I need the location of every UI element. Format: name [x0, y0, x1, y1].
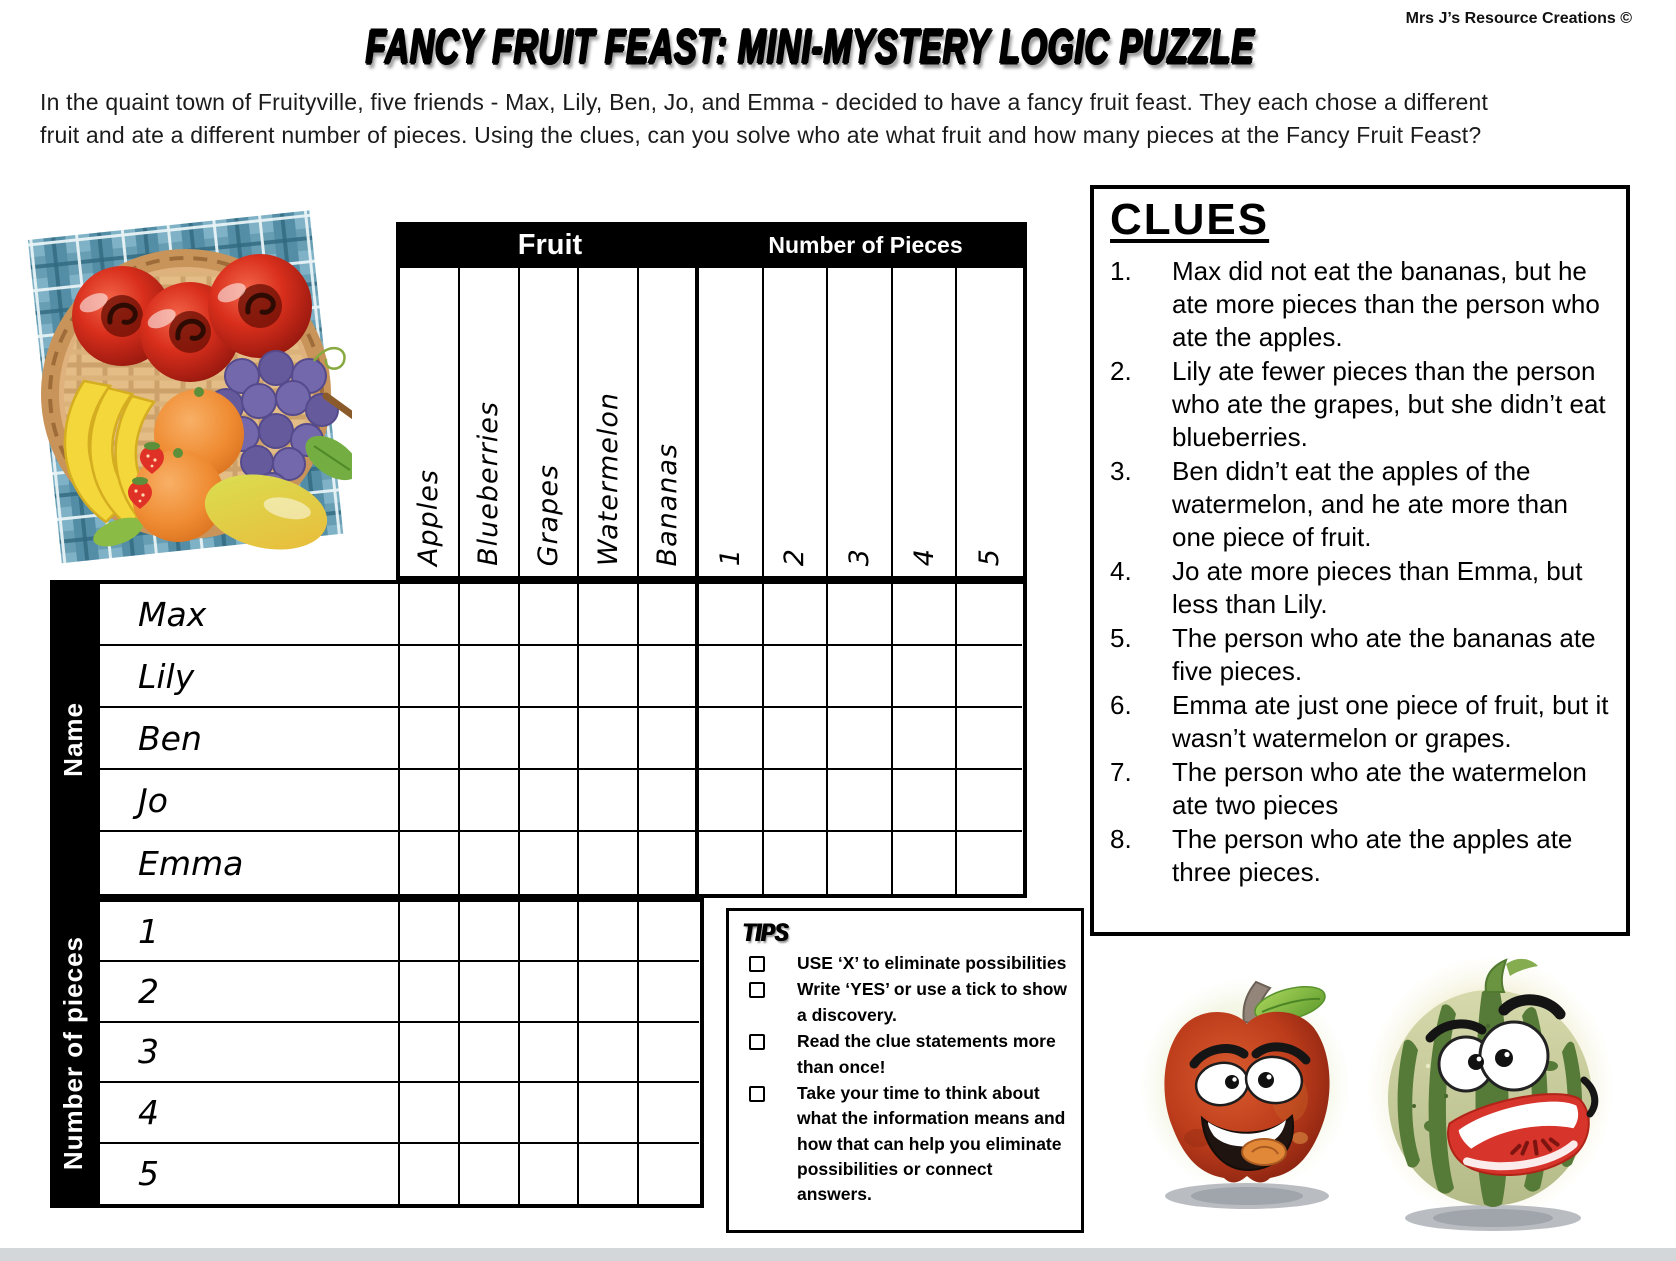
- grid-cell[interactable]: [400, 1144, 460, 1204]
- row-label-pieces-1-label: 1: [138, 911, 159, 951]
- clue-number: 5.: [1110, 623, 1132, 654]
- row-label-max: [100, 584, 400, 646]
- fruit-basket-illustration: [14, 196, 352, 578]
- grid-cell[interactable]: [520, 962, 580, 1022]
- grid-cell[interactable]: [579, 770, 639, 832]
- intro-paragraph: In the quaint town of Fruityville, five friends - Max, Lily, Ben, Jo, and Emma - decided to have a fancy fruit feast. They each chose a different fruit and ate a different number of pieces. Using the clues, can you solve who ate what fruit and how many pieces at the Fancy Fruit Feast?: [40, 89, 1489, 148]
- clues-list: [1110, 255, 1618, 889]
- grid-cell[interactable]: [460, 1144, 520, 1204]
- grid-cell[interactable]: [520, 708, 580, 770]
- grid-cell[interactable]: [893, 584, 958, 646]
- grid-cell[interactable]: [764, 584, 829, 646]
- clue-number: 2.: [1110, 356, 1132, 387]
- clue-text: The person who ate the apples ate three pieces.: [1172, 824, 1573, 888]
- grid-cell[interactable]: [828, 708, 893, 770]
- grid-cell[interactable]: [460, 1023, 520, 1083]
- grid-cell[interactable]: [699, 708, 764, 770]
- tip-item: [743, 951, 1071, 976]
- column-header-1-label: 1: [714, 547, 746, 566]
- grid-cell[interactable]: [957, 770, 1022, 832]
- attribution: Mrs J’s Resource Creations ©: [1405, 10, 1632, 27]
- row-label-jo-label: Jo: [138, 780, 168, 820]
- column-headers-row: [396, 268, 1027, 580]
- clue-item: [1110, 823, 1618, 889]
- grid-cell[interactable]: [460, 962, 520, 1022]
- column-header-4: [893, 268, 958, 576]
- grid-cell[interactable]: [957, 708, 1022, 770]
- page-bottom-edge: [0, 1248, 1676, 1261]
- grid-cell[interactable]: [893, 832, 958, 894]
- pieces-group-bar: [50, 898, 96, 1208]
- cartoon-watermelon-character-icon: [1368, 946, 1618, 1241]
- grid-cell[interactable]: [828, 832, 893, 894]
- grid-cell[interactable]: [764, 832, 829, 894]
- tips-box: [726, 908, 1084, 1233]
- grid-cell[interactable]: [460, 770, 520, 832]
- grid-cell[interactable]: [579, 1083, 639, 1143]
- grid-cell[interactable]: [579, 1023, 639, 1083]
- clues-title: CLUES: [1110, 195, 1270, 244]
- clue-text: The person who ate the watermelon ate two pieces: [1172, 757, 1587, 821]
- row-label-pieces-5: [100, 1144, 400, 1204]
- column-header-grapes: [520, 268, 580, 576]
- pieces-rows-grid: [96, 898, 704, 1208]
- clue-number: 7.: [1110, 757, 1132, 788]
- clue-item: [1110, 555, 1618, 621]
- grid-cell[interactable]: [400, 832, 460, 894]
- grid-cell[interactable]: [828, 770, 893, 832]
- tip-text: Write ‘YES’ or use a tick to show a discovery.: [797, 979, 1068, 1025]
- column-header-2-label: 2: [779, 547, 811, 566]
- row-label-emma-label: Emma: [138, 843, 244, 883]
- column-header-4-label: 4: [908, 547, 940, 566]
- row-label-pieces-5-label: 5: [138, 1154, 159, 1194]
- tip-item: [743, 977, 1071, 1028]
- clue-text: Max did not eat the bananas, but he ate more pieces than the person who ate the apples.: [1172, 256, 1600, 353]
- grid-cell[interactable]: [893, 708, 958, 770]
- column-header-1: [699, 268, 764, 576]
- clues-box: [1090, 185, 1630, 936]
- grid-cell[interactable]: [639, 902, 699, 962]
- column-header-5: [957, 268, 1022, 576]
- grid-cell[interactable]: [400, 708, 460, 770]
- grid-cell[interactable]: [639, 832, 699, 894]
- grid-cell[interactable]: [893, 646, 958, 708]
- pieces-group-header: [704, 222, 1027, 268]
- grid-cell[interactable]: [579, 962, 639, 1022]
- clue-item: [1110, 622, 1618, 688]
- grid-cell[interactable]: [460, 708, 520, 770]
- tips-list: [743, 951, 1071, 1208]
- grid-cell[interactable]: [520, 902, 580, 962]
- column-header-grapes-label: Grapes: [532, 463, 564, 566]
- grid-cell[interactable]: [400, 646, 460, 708]
- tip-text: Read the clue statements more than once!: [797, 1031, 1056, 1077]
- grid-cell[interactable]: [579, 902, 639, 962]
- checkbox-icon: [749, 1034, 765, 1050]
- row-label-ben: [100, 708, 400, 770]
- grid-cell[interactable]: [579, 1144, 639, 1204]
- clue-text: The person who ate the bananas ate five pieces.: [1172, 623, 1596, 687]
- grid-cell[interactable]: [520, 646, 580, 708]
- row-label-pieces-3: [100, 1023, 400, 1083]
- tip-item: [743, 1081, 1071, 1208]
- pieces-group-label: Number of pieces: [57, 935, 88, 1171]
- column-header-apples-label: Apples: [413, 469, 445, 566]
- row-label-max-label: Max: [138, 594, 207, 634]
- clue-number: 4.: [1110, 556, 1132, 587]
- checkbox-icon: [749, 956, 765, 972]
- column-header-watermelon: [579, 268, 639, 576]
- grid-cell[interactable]: [639, 1144, 699, 1204]
- grid-cell[interactable]: [400, 902, 460, 962]
- clue-text: Emma ate just one piece of fruit, but it wasn’t watermelon or grapes.: [1172, 690, 1609, 754]
- clue-number: 6.: [1110, 690, 1132, 721]
- pieces-group-header-label: Number of Pieces: [768, 231, 963, 258]
- clue-number: 1.: [1110, 256, 1132, 286]
- clue-text: Jo ate more pieces than Emma, but less than Lily.: [1172, 556, 1583, 620]
- grid-cell[interactable]: [400, 1023, 460, 1083]
- grid-cell[interactable]: [579, 584, 639, 646]
- row-label-emma: [100, 832, 400, 894]
- row-label-pieces-2-label: 2: [138, 972, 159, 1012]
- grid-cell[interactable]: [639, 770, 699, 832]
- row-label-lily: [100, 646, 400, 708]
- name-group-label: Name: [57, 701, 88, 777]
- grid-cell[interactable]: [520, 1144, 580, 1204]
- grid-cell[interactable]: [520, 1083, 580, 1143]
- grid-cell[interactable]: [639, 1023, 699, 1083]
- row-label-pieces-4-label: 4: [138, 1092, 159, 1132]
- row-label-lily-label: Lily: [138, 656, 195, 696]
- grid-cell[interactable]: [639, 1083, 699, 1143]
- column-header-bananas: [639, 268, 699, 576]
- column-header-blueberries-label: Blueberries: [473, 401, 505, 566]
- fruit-group-header: [396, 222, 704, 268]
- column-header-5-label: 5: [974, 547, 1006, 566]
- grid-cell[interactable]: [460, 1083, 520, 1143]
- row-label-pieces-1: [100, 902, 400, 962]
- grid-cell[interactable]: [893, 770, 958, 832]
- clue-item: [1110, 355, 1618, 454]
- row-label-pieces-3-label: 3: [138, 1032, 159, 1072]
- row-label-pieces-4: [100, 1083, 400, 1143]
- grid-cell[interactable]: [639, 584, 699, 646]
- grid-cell[interactable]: [699, 646, 764, 708]
- column-header-3: [828, 268, 893, 576]
- row-label-pieces-2: [100, 962, 400, 1022]
- grid-cell[interactable]: [764, 770, 829, 832]
- grid-cell[interactable]: [828, 646, 893, 708]
- clue-item: [1110, 455, 1618, 554]
- grid-cell[interactable]: [957, 584, 1022, 646]
- cartoon-apple-character-icon: [1140, 968, 1355, 1218]
- clue-text: Lily ate fewer pieces than the person who ate the grapes, but she didn’t eat blueberries.: [1172, 356, 1606, 453]
- column-header-bananas-label: Bananas: [651, 442, 683, 566]
- grid-cell[interactable]: [699, 584, 764, 646]
- tip-text: USE ‘X’ to eliminate possibilities: [797, 953, 1067, 973]
- grid-cell[interactable]: [460, 902, 520, 962]
- column-header-3-label: 3: [843, 547, 875, 566]
- grid-cell[interactable]: [520, 770, 580, 832]
- tip-text: Take your time to think about what the information means and how that can help you eliminate possibilities or connect answers.: [797, 1082, 1066, 1205]
- column-header-2: [764, 268, 829, 576]
- row-label-ben-label: Ben: [138, 718, 202, 758]
- grid-cell[interactable]: [460, 646, 520, 708]
- name-rows-grid: [96, 580, 1027, 898]
- grid-cell[interactable]: [400, 962, 460, 1022]
- tip-item: [743, 1029, 1071, 1080]
- column-header-blueberries: [460, 268, 520, 576]
- grid-cell[interactable]: [579, 646, 639, 708]
- page-title: FANCY FRUIT FEAST: MINI-MYSTERY LOGIC PUZZLE: [365, 21, 1255, 74]
- grid-cell[interactable]: [699, 770, 764, 832]
- name-group-bar: [50, 580, 96, 898]
- grid-cell[interactable]: [639, 646, 699, 708]
- grid-cell[interactable]: [579, 832, 639, 894]
- grid-cell[interactable]: [957, 832, 1022, 894]
- clue-text: Ben didn’t eat the apples of the watermelon, and he ate more than one piece of fruit.: [1172, 456, 1569, 553]
- clue-item: [1110, 255, 1618, 354]
- fruit-group-header-label: Fruit: [517, 228, 583, 261]
- clue-number: 8.: [1110, 824, 1132, 855]
- grid-cell[interactable]: [639, 708, 699, 770]
- grid-cell[interactable]: [520, 584, 580, 646]
- grid-cell[interactable]: [520, 1023, 580, 1083]
- grid-cell[interactable]: [400, 584, 460, 646]
- grid-cell[interactable]: [957, 646, 1022, 708]
- grid-cell[interactable]: [400, 1083, 460, 1143]
- clue-number: 3.: [1110, 456, 1132, 487]
- row-label-jo: [100, 770, 400, 832]
- grid-cell[interactable]: [520, 832, 580, 894]
- grid-cell[interactable]: [579, 708, 639, 770]
- grid-cell[interactable]: [460, 584, 520, 646]
- clue-item: [1110, 689, 1618, 755]
- grid-cell[interactable]: [699, 832, 764, 894]
- grid-cell[interactable]: [764, 646, 829, 708]
- checkbox-icon: [749, 1086, 765, 1102]
- grid-cell[interactable]: [828, 584, 893, 646]
- grid-cell[interactable]: [639, 962, 699, 1022]
- column-header-apples: [400, 268, 460, 576]
- checkbox-icon: [749, 982, 765, 998]
- tips-title: TIPS: [743, 919, 789, 947]
- clue-item: [1110, 756, 1618, 822]
- grid-cell[interactable]: [460, 832, 520, 894]
- column-header-watermelon-label: Watermelon: [592, 391, 624, 566]
- grid-cell[interactable]: [764, 708, 829, 770]
- grid-cell[interactable]: [400, 770, 460, 832]
